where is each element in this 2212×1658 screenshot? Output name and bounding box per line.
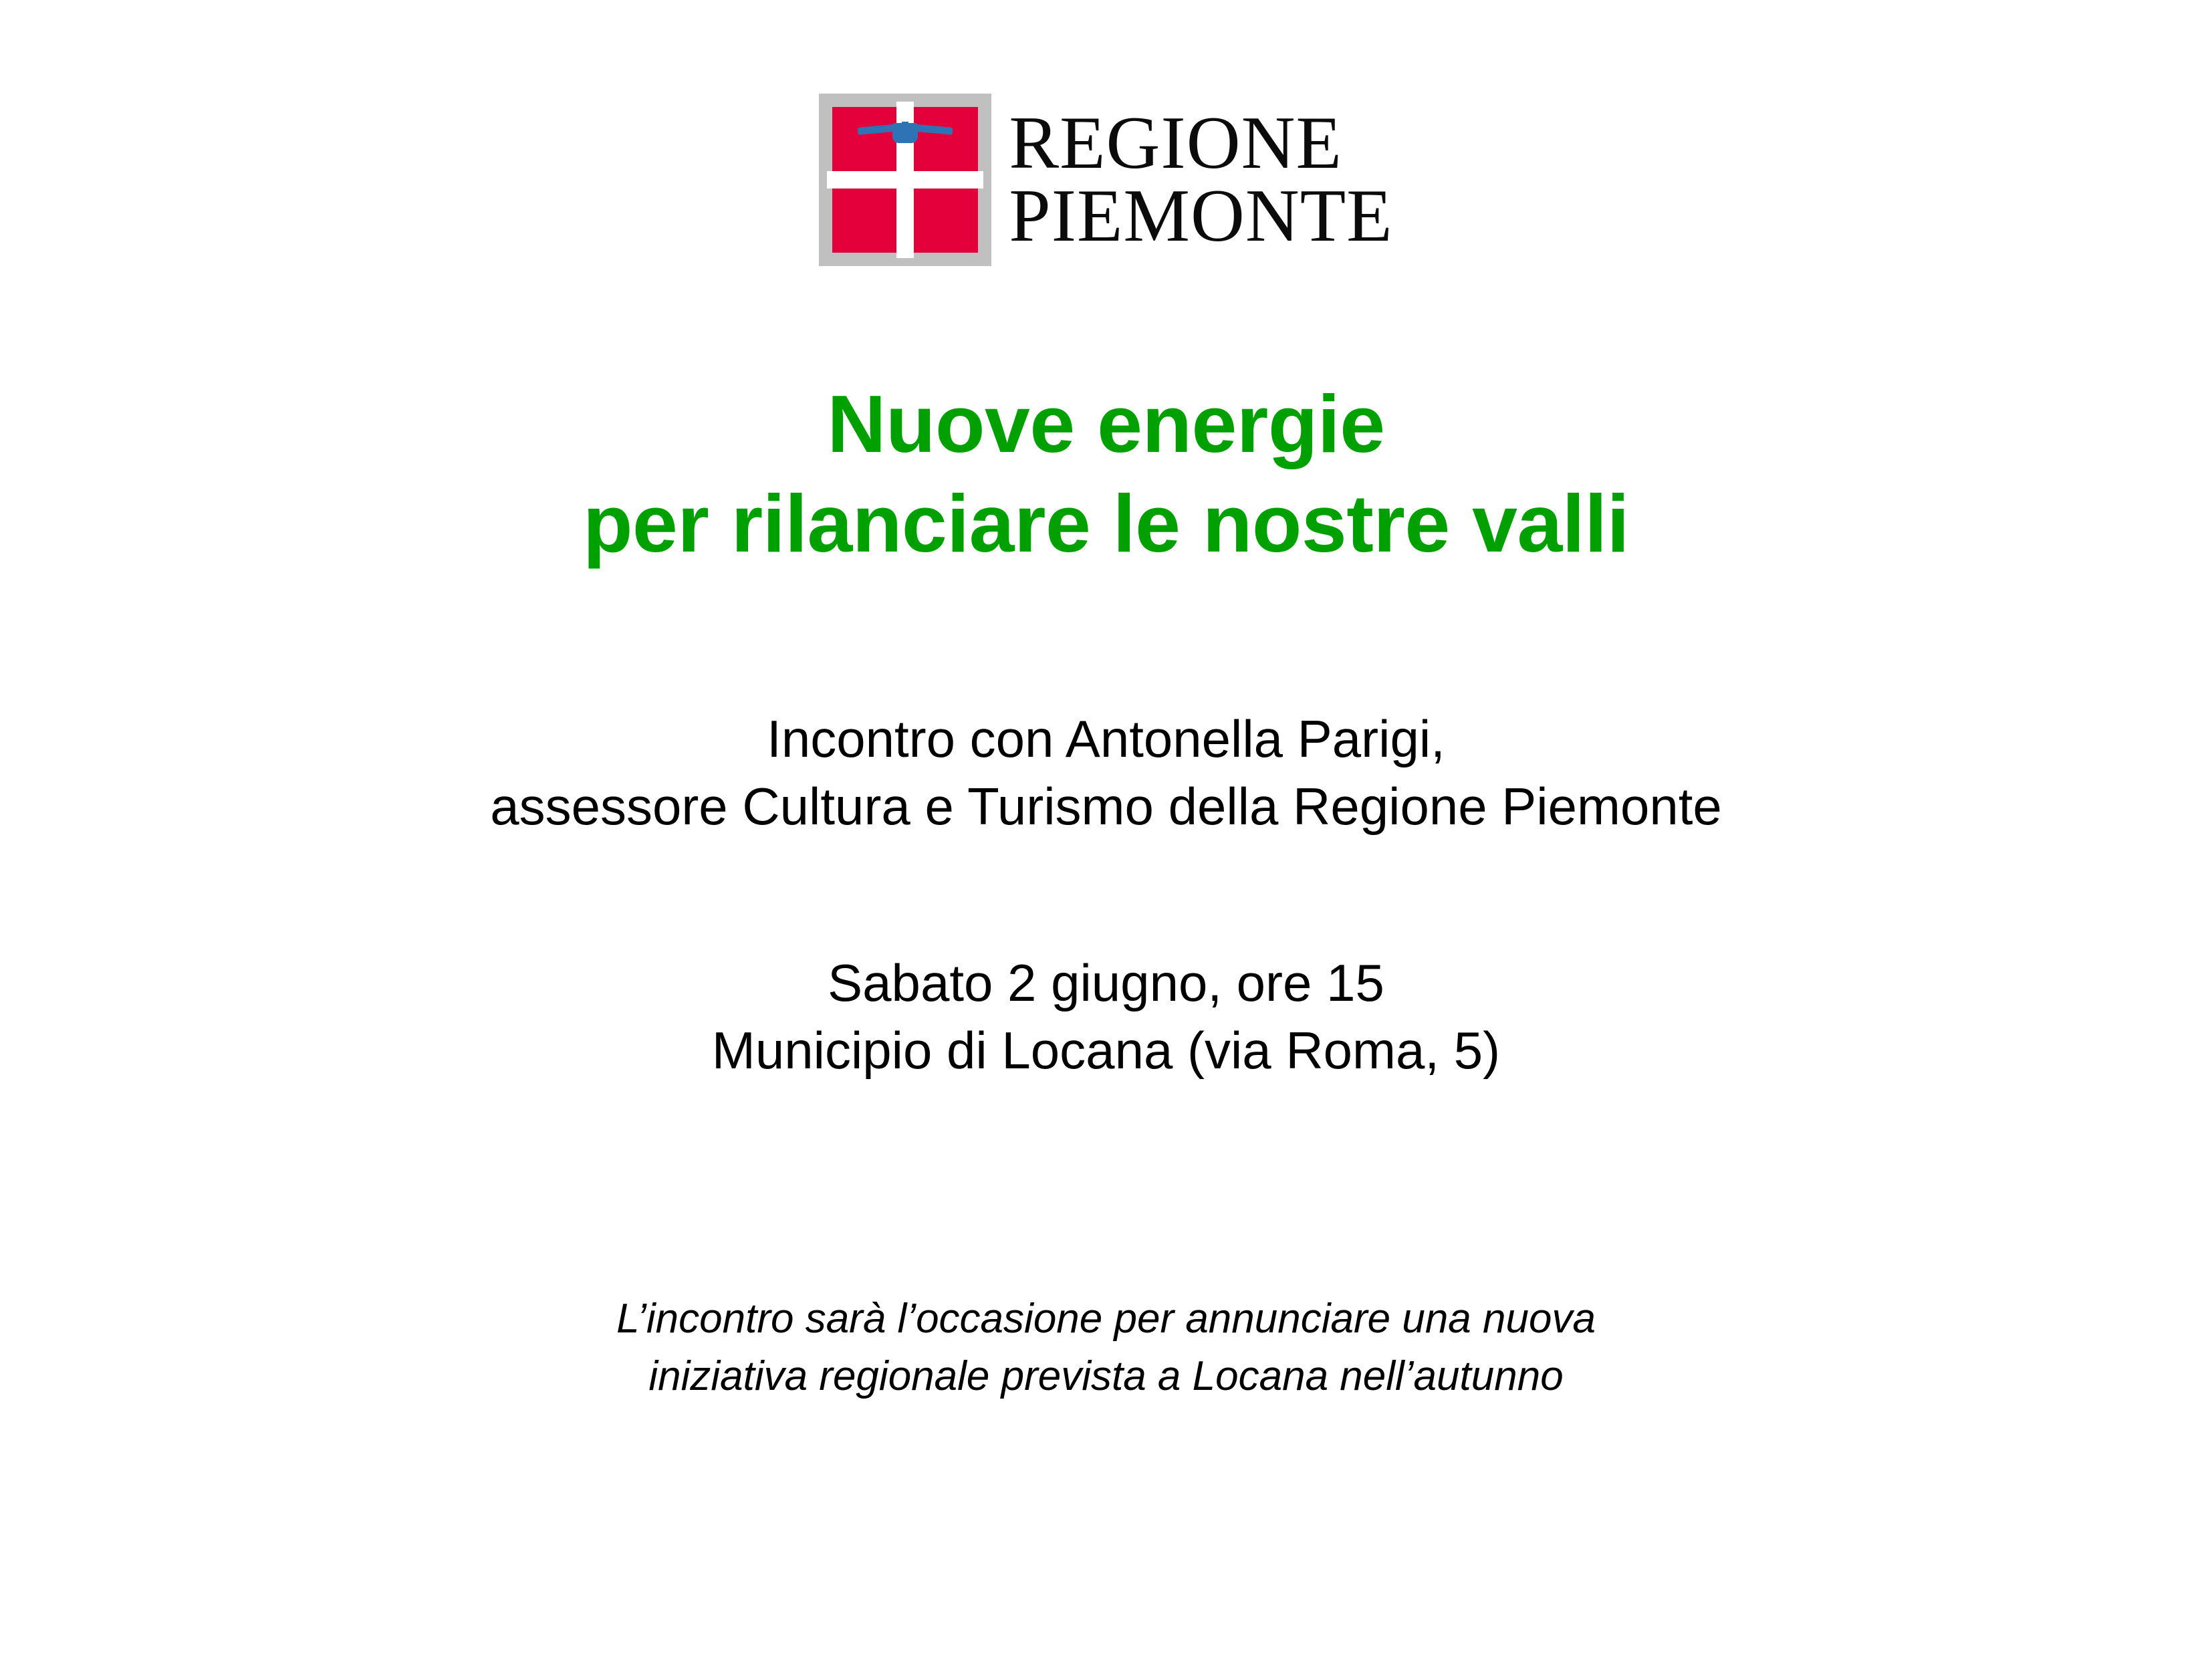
bird-body [892,123,918,143]
crest-square-bottom-left [832,189,896,253]
event-subtitle-line-1: Incontro con Antonella Parigi, [767,709,1445,768]
logo-inner [819,94,1392,266]
crest-square-bottom-right [914,189,978,253]
event-datetime-location [0,949,2212,1085]
event-venue: Municipio di Locana (via Roma, 5) [711,1021,1501,1080]
event-note-line-2: iniziativa regionale prevista a Locana nell’autunno [648,1352,1564,1399]
logo-wordmark [1009,102,1393,257]
logo-wordmark-line-1: REGIONE [1009,102,1342,185]
page-title-line-2: per rilanciare le nostre valli [583,477,1629,569]
crest-cross-horizontal [827,171,983,189]
page-title-line-1: Nuove energie [827,378,1385,469]
event-subtitle-line-2: assessore Cultura e Turismo della Regione Piemonte [490,777,1722,836]
crest-bird-icon [858,122,953,147]
logo-block [0,94,2212,266]
logo-wordmark-line-2: PIEMONTE [1009,174,1393,257]
page-title [0,374,2212,574]
event-note-line-1: L’incontro sarà l’occasione per annunciare una nuova [616,1296,1596,1342]
event-note [0,1290,2212,1405]
regione-piemonte-crest-icon [819,94,991,266]
event-subtitle [0,705,2212,841]
event-date-time: Sabato 2 giugno, ore 15 [828,953,1384,1012]
